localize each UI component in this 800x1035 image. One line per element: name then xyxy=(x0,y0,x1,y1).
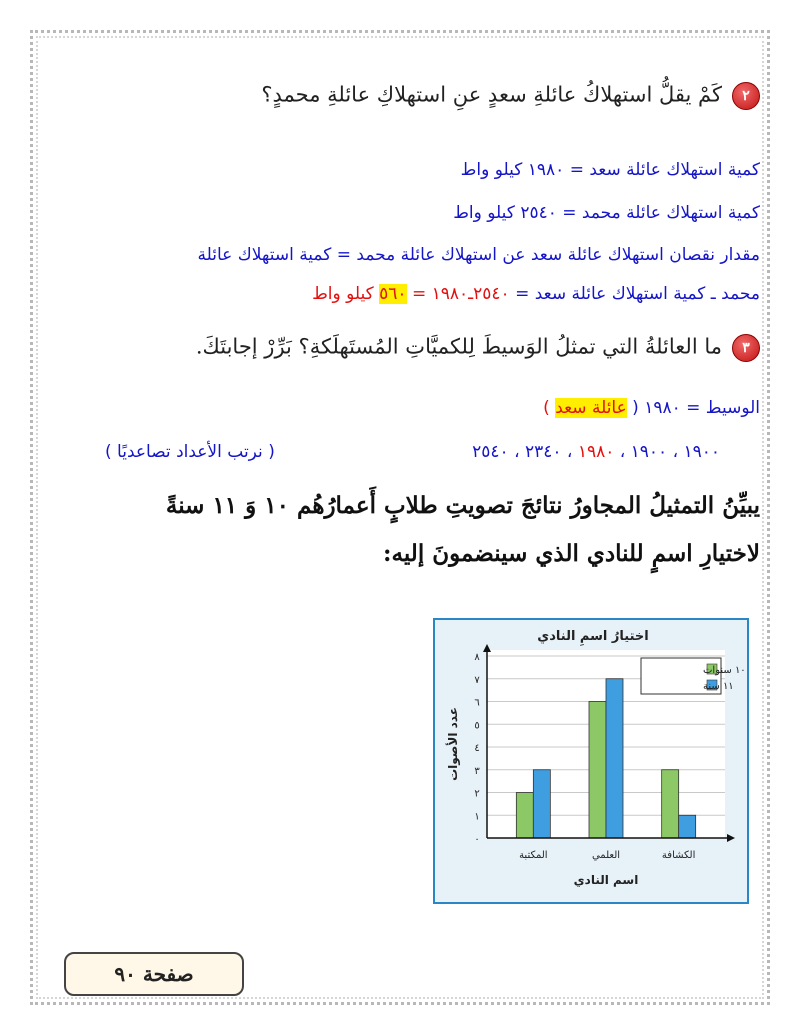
chart-title: اختيارُ اسمِ النادي xyxy=(537,629,649,644)
bar xyxy=(679,815,696,838)
legend-label: ١٠ سنوات xyxy=(703,665,746,676)
x-tick-label: الكشافة xyxy=(661,850,696,861)
y-tick-label: ٠ xyxy=(474,834,480,845)
chart-svg xyxy=(435,620,747,902)
x-axis-label: اسم النادي xyxy=(573,873,639,887)
bar xyxy=(662,770,679,838)
sorted-rest: ، ٢٣٤٠ ، ٢٥٤٠ xyxy=(472,442,578,462)
x-axis-arrow xyxy=(727,834,735,842)
bar xyxy=(516,793,533,839)
y-axis-label: عدد الأصوات xyxy=(446,707,460,781)
y-tick-label: ٥ xyxy=(474,720,480,732)
answer-result: ٥٦٠ xyxy=(379,284,407,304)
intro-line-1: يبيِّنُ التمثيلُ المجاورُ نتائجَ تصويتِ طلابٍ أَعمارُهُم ١٠ وَ ١١ سنةً xyxy=(165,492,760,519)
question-text: ما العائلةُ التي تمثلُ الوَسيطَ لِلكميَّاتِ المُستَهلَكةِ؟ بَرِّرْ إجابتَكَ. xyxy=(195,334,722,359)
y-tick-label: ٤ xyxy=(474,743,480,754)
median-label: الوسيط = ١٩٨٠ ( xyxy=(632,398,760,418)
y-tick-label: ٨ xyxy=(474,652,480,663)
y-tick-label: ٣ xyxy=(474,765,480,777)
question-number-badge: ٣ xyxy=(732,334,760,362)
y-tick-label: ٧ xyxy=(474,674,480,686)
x-tick-label: العلمي xyxy=(591,850,621,861)
y-axis-arrow xyxy=(483,644,491,652)
answer-line: كمية استهلاك عائلة سعد = ١٩٨٠ كيلو واط xyxy=(460,160,760,180)
question-2 xyxy=(40,82,760,110)
answer-text: محمد ـ كمية استهلاك عائلة سعد = xyxy=(515,284,760,304)
sorted-values: ١٩٠٠ ، ١٩٠٠ ، xyxy=(614,442,720,462)
question-3 xyxy=(40,334,760,362)
question-text: كَمْ يقلُّ استهلاكُ عائلةِ سعدٍ عنِ استهلاكِ عائلةِ محمدٍ؟ xyxy=(261,82,722,107)
page-number-label: صفحة ٩٠ xyxy=(64,952,244,996)
legend-label: ١١ سنة xyxy=(703,681,734,692)
answer-unit: كيلو واط xyxy=(312,284,374,304)
sorted-note: ( نرتب الأعداد تصاعديًا ) xyxy=(105,442,275,462)
answer-line: مقدار نقصان استهلاك عائلة سعد عن استهلاك عائلة محمد = كمية استهلاك عائلة xyxy=(197,245,760,265)
y-tick-label: ٦ xyxy=(474,697,480,709)
answer-line xyxy=(40,284,760,304)
bar-chart xyxy=(433,618,749,904)
bar xyxy=(533,770,550,838)
median-family: عائلة سعد xyxy=(555,398,627,418)
sorted-median: ١٩٨٠ xyxy=(577,442,615,462)
median-line xyxy=(40,398,760,418)
bar xyxy=(589,702,606,839)
answer-calculation: ٢٥٤٠ـ١٩٨٠ = xyxy=(411,284,510,304)
intro-line-2: لاختيارِ اسمٍ للنادي الذي سينضمونَ إليه: xyxy=(383,540,760,567)
question-number-badge: ٢ xyxy=(732,82,760,110)
median-close: ) xyxy=(543,398,550,418)
y-tick-label: ٢ xyxy=(474,788,480,800)
y-tick-label: ١ xyxy=(474,811,480,823)
bar xyxy=(606,679,623,838)
answer-line: كمية استهلاك عائلة محمد = ٢٥٤٠ كيلو واط xyxy=(453,203,760,223)
x-tick-label: المكتبة xyxy=(519,850,548,861)
